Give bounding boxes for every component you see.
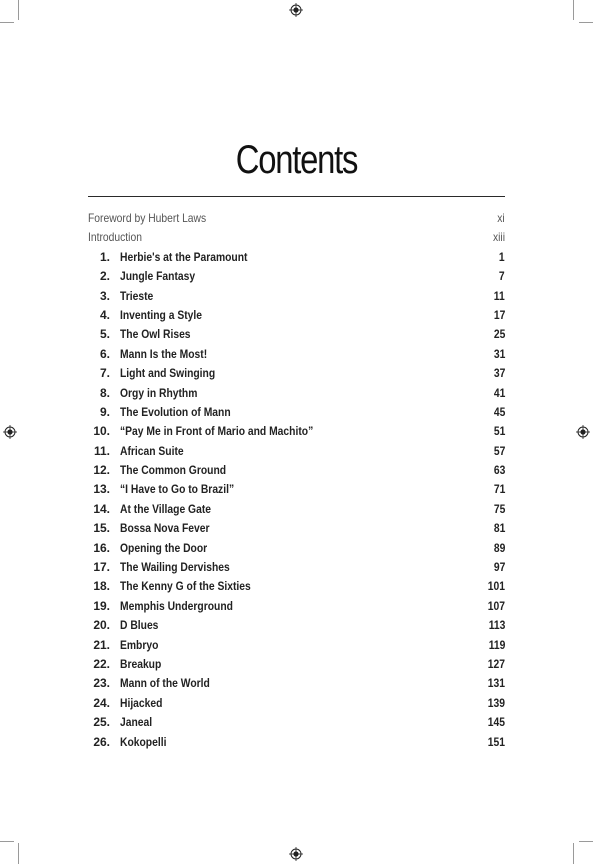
chapter-number: 5. [99,327,110,342]
entry-title: Embryo [120,637,159,652]
chapter-number: 3. [99,288,110,303]
chapter-number: 17. [93,560,110,575]
chapter-number: 26. [93,734,110,749]
toc-entry-chapter[interactable] [88,500,505,519]
toc-entry-chapter[interactable] [88,577,505,596]
toc-entry-chapter[interactable] [88,325,505,344]
entry-title: The Owl Rises [120,327,191,342]
entry-title: Trieste [120,288,154,303]
chapter-number: 13. [93,482,110,497]
entry-page: 139 [487,695,505,710]
chapter-number: 7. [99,366,110,381]
page-title: Contents [235,138,358,182]
chapter-number: 12. [93,463,110,478]
entry-page: 37 [493,366,505,381]
entry-title: Memphis Underground [120,598,233,613]
chapter-number: 19. [93,598,110,613]
toc-entry-chapter[interactable] [88,713,505,732]
chapter-number: 23. [93,676,110,691]
entry-page: 11 [494,288,505,303]
entry-page: 127 [487,656,505,671]
entry-title: “I Have to Go to Brazil” [120,482,235,497]
entry-page: xiii [492,230,505,245]
crop-mark [573,0,574,20]
entry-title: Mann Is the Most! [120,346,208,361]
entry-page: 145 [487,715,505,730]
crop-mark [579,841,593,842]
entry-title: At the Village Gate [120,501,211,516]
entry-page: 57 [493,443,505,458]
toc-entry-foreword[interactable] [88,209,505,228]
chapter-number: 2. [99,269,110,284]
toc-entry-chapter[interactable] [88,733,505,752]
toc-entry-chapter[interactable] [88,519,505,538]
crop-mark [0,22,14,23]
crop-mark [0,841,14,842]
toc-entry-chapter[interactable] [88,694,505,713]
entry-page: 51 [493,424,505,439]
crop-mark [579,22,593,23]
entry-page: 89 [493,540,505,555]
chapter-number: 8. [99,385,110,400]
entry-title: Breakup [120,656,162,671]
toc-entry-introduction[interactable] [88,228,505,247]
toc-entry-chapter[interactable] [88,384,505,403]
toc-entry-chapter[interactable] [88,345,505,364]
entry-page: 45 [493,404,505,419]
toc-entry-chapter[interactable] [88,636,505,655]
chapter-number: 25. [93,715,110,730]
entry-title: The Common Ground [120,463,227,478]
chapter-number: 11. [93,443,110,458]
toc-entry-chapter[interactable] [88,442,505,461]
chapter-number: 22. [93,656,110,671]
entry-title: Introduction [88,230,142,245]
entry-title: Bossa Nova Fever [120,521,210,536]
entry-page: 107 [487,598,505,613]
registration-mark-icon [289,847,303,861]
crop-mark [18,0,19,20]
entry-title: Inventing a Style [120,307,203,322]
entry-title: The Evolution of Mann [120,404,231,419]
registration-mark-icon [289,3,303,17]
entry-page: 101 [487,579,505,594]
crop-mark [573,843,574,864]
registration-mark-icon [576,425,590,439]
chapter-number: 15. [93,521,110,536]
chapter-number: 16. [93,540,110,555]
entry-title: D Blues [120,618,159,633]
toc-entry-chapter[interactable] [88,655,505,674]
chapter-number: 20. [93,618,110,633]
chapter-number: 10. [93,424,110,439]
entry-title: The Kenny G of the Sixties [120,579,251,594]
entry-page: 131 [487,676,505,691]
entry-page: 151 [487,734,505,749]
entry-title: African Suite [120,443,184,458]
toc-entry-chapter[interactable] [88,674,505,693]
entry-page: xi [497,211,505,225]
entry-title: Jungle Fantasy [120,269,196,284]
chapter-number: 9. [99,404,110,419]
toc-entry-chapter[interactable] [88,539,505,558]
toc-entry-chapter[interactable] [88,480,505,499]
toc-entry-chapter[interactable] [88,422,505,441]
entry-page: 31 [493,346,505,361]
entry-title: Foreword by Hubert Laws [88,211,207,225]
entry-page: 1 [499,249,505,264]
entry-page: 97 [493,560,505,575]
chapter-number: 4. [99,307,110,322]
entry-title: The Wailing Dervishes [120,560,230,575]
table-of-contents [88,209,505,752]
crop-mark [18,843,19,864]
chapter-number: 24. [93,695,110,710]
toc-entry-chapter[interactable] [88,597,505,616]
entry-page: 81 [493,521,505,536]
toc-entry-chapter[interactable] [88,287,505,306]
chapter-number: 1. [99,249,110,264]
chapter-number: 21. [93,637,110,652]
chapter-number: 14. [93,501,110,516]
entry-title: “Pay Me in Front of Mario and Machito” [120,424,314,439]
entry-page: 41 [493,385,505,400]
entry-page: 71 [493,482,505,497]
entry-page: 75 [493,501,505,516]
chapter-list [88,248,505,752]
chapter-number: 18. [93,579,110,594]
toc-entry-chapter[interactable] [88,364,505,383]
entry-title: Mann of the World [120,676,210,691]
toc-entry-chapter[interactable] [88,306,505,325]
entry-title: Light and Swinging [120,366,216,381]
entry-page: 119 [488,637,505,652]
entry-title: Kokopelli [120,734,167,749]
entry-title: Orgy in Rhythm [120,385,198,400]
entry-title: Hijacked [120,695,163,710]
entry-page: 7 [499,269,505,284]
toc-entry-chapter[interactable] [88,248,505,267]
entry-page: 113 [488,618,505,633]
toc-entry-chapter[interactable] [88,267,505,286]
entry-page: 17 [493,307,505,322]
entry-title: Janeal [120,715,153,730]
toc-entry-chapter[interactable] [88,403,505,422]
entry-title: Herbie's at the Paramount [120,249,248,264]
toc-entry-chapter[interactable] [88,558,505,577]
entry-page: 63 [493,463,505,478]
title-rule [88,196,505,197]
chapter-number: 6. [99,346,110,361]
entry-page: 25 [493,327,505,342]
entry-title: Opening the Door [120,540,208,555]
toc-entry-chapter[interactable] [88,616,505,635]
toc-entry-chapter[interactable] [88,461,505,480]
registration-mark-icon [3,425,17,439]
